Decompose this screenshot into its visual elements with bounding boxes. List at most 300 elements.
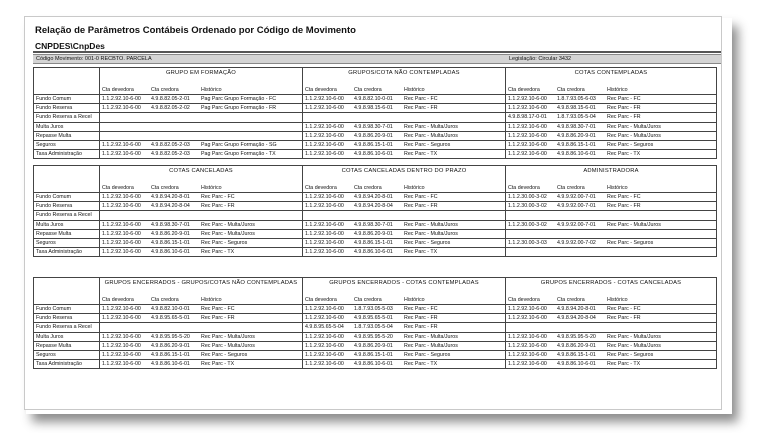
debit-account: 1.1.2.92.10-6-00 (102, 249, 141, 256)
debit-account: 1.1.2.92.10-6-00 (305, 96, 344, 103)
group-header: COTAS CANCELADAS DENTRO DO PRAZO (303, 166, 506, 185)
credit-account: 4.9.9.92.00-7-01 (557, 203, 596, 210)
debit-account: 1.1.2.92.10-6-00 (305, 132, 344, 139)
row-label: Taxa Administração (34, 360, 100, 369)
debit-account: 1.1.2.92.10-6-00 (305, 361, 344, 368)
account-cell (506, 332, 717, 341)
account-cell (506, 305, 717, 314)
account-cell (506, 360, 717, 369)
group-header: GRUPOS/COTA NÃO CONTEMPLADAS (303, 68, 506, 87)
history-text: Rec Parc - Seguros (607, 352, 654, 359)
debit-column-header: Cta devedora (102, 87, 134, 93)
history-text: Rec Parc - Multa/Juros (404, 342, 458, 349)
history-text: Rec Parc - Multa/Juros (404, 333, 458, 340)
credit-column-header: Cta credora (557, 87, 585, 93)
credit-account: 4.9.8.86.15-1-01 (354, 240, 393, 247)
table-row (34, 350, 717, 359)
group-header: ADMINISTRADORA (506, 166, 717, 185)
history-text: Rec Parc - FC (607, 306, 641, 313)
history-text: Rec Parc - FR (607, 203, 641, 210)
row-label: Repasse Multa (34, 131, 100, 140)
debit-account: 4.9.8.98.17-0-01 (508, 114, 547, 121)
credit-account: 1.8.7.93.05-5-04 (557, 114, 596, 121)
account-cell (100, 229, 303, 238)
table-row (34, 341, 717, 350)
history-column-header: Histórico (607, 297, 628, 303)
debit-account: 1.1.2.92.10-6-00 (508, 361, 547, 368)
credit-account: 4.9.8.94.20-8-04 (354, 203, 393, 210)
row-label: Fundo Comum (34, 305, 100, 314)
debit-account: 1.1.2.92.10-6-00 (508, 132, 547, 139)
row-label: Fundo Reserva (34, 104, 100, 113)
parameter-table (33, 67, 717, 159)
row-label: Taxa Administração (34, 248, 100, 257)
credit-account: 1.8.7.93.05-5-04 (354, 324, 393, 331)
credit-account: 4.9.8.82.05-2-03 (151, 142, 190, 149)
account-cell (303, 95, 506, 104)
credit-account: 4.9.8.82.10-0-01 (151, 306, 190, 313)
history-text: Rec Parc - FC (404, 96, 438, 103)
account-cell (506, 248, 717, 257)
credit-account: 4.9.8.82.05-2-03 (151, 151, 190, 158)
account-cell (100, 238, 303, 247)
credit-account: 4.9.8.86.20-9-01 (151, 342, 190, 349)
credit-account: 4.9.8.86.15-1-01 (151, 352, 190, 359)
debit-account: 1.1.2.92.10-6-00 (508, 105, 547, 112)
history-text: Rec Parc - Multa/Juros (607, 221, 661, 228)
account-cell (303, 238, 506, 247)
debit-account: 1.1.2.92.10-6-00 (102, 203, 141, 210)
debit-account: 1.1.2.30.00-3-02 (508, 203, 547, 210)
block-1 (33, 67, 716, 159)
debit-account: 1.1.2.92.10-6-00 (508, 352, 547, 359)
history-text: Rec Parc - Multa/Juros (201, 333, 255, 340)
row-label: Fundo Comum (34, 95, 100, 104)
history-text: Rec Parc - FC (201, 194, 235, 201)
account-cell (303, 202, 506, 211)
credit-account: 4.9.8.86.20-9-01 (557, 342, 596, 349)
movement-code-label: Código Movimento: 001-0 RECBTO. PARCELA (36, 56, 152, 62)
credit-column-header: Cta credora (354, 185, 382, 191)
credit-account: 4.9.8.86.15-1-01 (354, 352, 393, 359)
debit-account: 1.1.2.92.10-6-00 (102, 352, 141, 359)
debit-account: 1.1.2.92.10-6-00 (305, 230, 344, 237)
corner-cell (34, 278, 100, 305)
credit-account: 4.9.8.95.65-5-01 (354, 315, 393, 322)
debit-column-header: Cta devedora (305, 297, 337, 303)
debit-account: 1.1.2.92.10-6-00 (508, 333, 547, 340)
account-cell (506, 150, 717, 159)
account-cell (303, 229, 506, 238)
account-cell (303, 341, 506, 350)
history-column-header: Histórico (201, 87, 222, 93)
group-header: COTAS CONTEMPLADAS (506, 68, 717, 87)
history-text: Rec Parc - Multa/Juros (201, 342, 255, 349)
history-column-header: Histórico (201, 297, 222, 303)
history-text: Rec Parc - Multa/Juros (607, 333, 661, 340)
credit-account: 4.9.8.98.15-6-01 (557, 105, 596, 112)
report-title: Relação de Parâmetros Contábeis Ordenado por Código de Movimento (35, 25, 356, 36)
debit-account: 1.1.2.92.10-6-00 (305, 240, 344, 247)
account-cell (303, 131, 506, 140)
history-text: Rec Parc - Multa/Juros (607, 123, 661, 130)
debit-account: 1.1.2.92.10-6-00 (102, 96, 141, 103)
table-row (34, 220, 717, 229)
account-cell (506, 341, 717, 350)
debit-account: 1.1.2.92.10-6-00 (508, 315, 547, 322)
row-label: Fundo Reserva (34, 202, 100, 211)
history-text: Rec Parc - FR (201, 315, 235, 322)
row-label: Seguros (34, 350, 100, 359)
corner-cell (34, 166, 100, 193)
debit-account: 1.1.2.92.10-6-00 (305, 123, 344, 130)
group-header: GRUPOS ENCERRADOS - COTAS CONTEMPLADAS (303, 278, 506, 297)
account-cell (303, 332, 506, 341)
account-cell (100, 360, 303, 369)
credit-account: 4.9.8.94.20-8-01 (557, 306, 596, 313)
table-row (34, 360, 717, 369)
debit-account: 1.1.2.92.10-6-00 (305, 249, 344, 256)
account-cell (100, 341, 303, 350)
credit-column-header: Cta credora (557, 185, 585, 191)
account-cell (100, 220, 303, 229)
history-text: Rec Parc - Seguros (607, 142, 654, 149)
history-text: Pag Parc Grupo Formação - FC (201, 96, 277, 103)
account-cell (100, 104, 303, 113)
row-label: Fundo Comum (34, 193, 100, 202)
history-text: Rec Parc - TX (404, 151, 438, 158)
account-cell (100, 150, 303, 159)
account-cell (100, 131, 303, 140)
account-cell (506, 350, 717, 359)
credit-account: 4.9.8.98.30-7-01 (354, 123, 393, 130)
history-text: Rec Parc - Seguros (201, 352, 248, 359)
history-text: Rec Parc - FR (607, 105, 641, 112)
account-cell (506, 95, 717, 104)
block-2 (33, 165, 716, 257)
account-cell (506, 314, 717, 323)
account-cell (100, 350, 303, 359)
table-row (34, 122, 717, 131)
account-cell (303, 193, 506, 202)
account-cell (303, 150, 506, 159)
credit-account: 4.9.8.86.10-6-01 (557, 361, 596, 368)
report-subtitle: CNPDES\CnpDes (35, 41, 105, 51)
account-cell (303, 104, 506, 113)
account-cell (303, 140, 506, 149)
credit-account: 4.9.8.86.10-6-01 (354, 249, 393, 256)
account-cell (100, 305, 303, 314)
credit-account: 4.9.8.86.15-1-01 (151, 240, 190, 247)
history-text: Rec Parc - FR (404, 203, 438, 210)
row-label: Fundo Reserva a Recel (34, 211, 100, 220)
table-row (34, 211, 717, 220)
table-row (34, 238, 717, 247)
history-text: Rec Parc - TX (404, 249, 438, 256)
table-row (34, 131, 717, 140)
row-label: Fundo Reserva a Recel (34, 323, 100, 332)
account-cell (303, 122, 506, 131)
credit-account: 4.9.8.94.20-8-01 (354, 194, 393, 201)
account-cell (303, 248, 506, 257)
debit-account: 1.1.2.92.10-6-00 (102, 142, 141, 149)
table-row (34, 150, 717, 159)
credit-column-header: Cta credora (151, 185, 179, 191)
credit-account: 4.9.8.94.20-8-04 (151, 203, 190, 210)
debit-account: 1.1.2.92.10-6-00 (305, 315, 344, 322)
table-row (34, 305, 717, 314)
credit-account: 4.9.8.95.95-5-20 (151, 333, 190, 340)
account-cell (100, 202, 303, 211)
debit-account: 1.1.2.92.10-6-00 (102, 194, 141, 201)
credit-column-header: Cta credora (354, 87, 382, 93)
history-text: Rec Parc - Multa/Juros (607, 132, 661, 139)
credit-column-header: Cta credora (354, 297, 382, 303)
account-cell (100, 113, 303, 122)
credit-account: 4.9.8.82.10-0-01 (354, 96, 393, 103)
account-cell (303, 314, 506, 323)
account-cell (506, 131, 717, 140)
row-label: Repasse Multa (34, 229, 100, 238)
debit-account: 1.1.2.92.10-6-00 (102, 315, 141, 322)
history-text: Rec Parc - Seguros (404, 240, 451, 247)
table-row (34, 104, 717, 113)
row-label: Taxa Administração (34, 150, 100, 159)
debit-account: 1.1.2.92.10-6-00 (305, 221, 344, 228)
account-cell (506, 211, 717, 220)
credit-account: 4.9.8.98.30-7-01 (557, 123, 596, 130)
debit-column-header: Cta devedora (305, 185, 337, 191)
account-cell (506, 122, 717, 131)
credit-account: 4.9.8.95.65-5-01 (151, 315, 190, 322)
history-text: Rec Parc - FC (607, 194, 641, 201)
history-text: Pag Parc Grupo Formação - SG (201, 142, 277, 149)
history-text: Rec Parc - FR (404, 105, 438, 112)
parameter-table (33, 165, 717, 257)
header-rule (33, 51, 721, 53)
table-row (34, 140, 717, 149)
movement-info-bar (33, 54, 721, 64)
block-3 (33, 277, 716, 369)
history-text: Rec Parc - Multa/Juros (201, 230, 255, 237)
group-header: COTAS CANCELADAS (100, 166, 303, 185)
account-cell (506, 238, 717, 247)
debit-account: 1.1.2.92.10-6-00 (305, 105, 344, 112)
legislation-label: Legislação: Circular 3432 (509, 56, 572, 62)
account-cell (303, 305, 506, 314)
debit-account: 1.1.2.92.10-6-00 (102, 230, 141, 237)
credit-account: 4.9.8.86.15-1-01 (557, 142, 596, 149)
account-cell (100, 211, 303, 220)
history-text: Rec Parc - Multa/Juros (404, 230, 458, 237)
debit-account: 1.1.2.30.00-3-02 (508, 221, 547, 228)
table-row (34, 229, 717, 238)
table-row (34, 193, 717, 202)
history-column-header: Histórico (404, 185, 425, 191)
credit-account: 4.9.8.86.20-9-01 (354, 342, 393, 349)
credit-column-header: Cta credora (151, 297, 179, 303)
credit-account: 1.8.7.93.05-5-03 (354, 306, 393, 313)
history-text: Rec Parc - Seguros (404, 352, 451, 359)
history-text: Rec Parc - FC (404, 306, 438, 313)
history-text: Rec Parc - TX (201, 249, 235, 256)
credit-account: 4.9.8.86.10-6-01 (354, 151, 393, 158)
table-row (34, 248, 717, 257)
report-page (24, 16, 722, 410)
history-text: Rec Parc - Multa/Juros (404, 132, 458, 139)
credit-column-header: Cta credora (151, 87, 179, 93)
history-column-header: Histórico (607, 87, 628, 93)
debit-account: 1.1.2.92.10-6-00 (102, 151, 141, 158)
debit-column-header: Cta devedora (508, 87, 540, 93)
debit-account: 1.1.2.92.10-6-00 (102, 240, 141, 247)
credit-account: 4.9.9.92.00-7-01 (557, 194, 596, 201)
debit-account: 4.9.8.95.65-5-04 (305, 324, 344, 331)
row-label: Multa Juros (34, 122, 100, 131)
history-text: Pag Parc Grupo Formação - FR (201, 105, 277, 112)
history-column-header: Histórico (201, 185, 222, 191)
history-text: Rec Parc - FC (201, 306, 235, 313)
debit-account: 1.1.2.92.10-6-00 (508, 96, 547, 103)
history-text: Rec Parc - FC (607, 96, 641, 103)
debit-account: 1.1.2.92.10-6-00 (508, 306, 547, 313)
row-label: Seguros (34, 140, 100, 149)
debit-column-header: Cta devedora (508, 185, 540, 191)
debit-account: 1.1.2.92.10-6-00 (102, 221, 141, 228)
history-text: Pag Parc Grupo Formação - TX (201, 151, 276, 158)
account-cell (303, 220, 506, 229)
history-column-header: Histórico (607, 185, 628, 191)
debit-account: 1.1.2.92.10-6-00 (508, 142, 547, 149)
credit-account: 4.9.8.98.15-6-01 (354, 105, 393, 112)
debit-account: 1.1.2.92.10-6-00 (305, 142, 344, 149)
history-text: Rec Parc - TX (607, 151, 641, 158)
history-text: Rec Parc - Multa/Juros (404, 123, 458, 130)
credit-account: 4.9.8.95.95-5-20 (354, 333, 393, 340)
account-cell (100, 95, 303, 104)
debit-account: 1.1.2.92.10-6-00 (305, 194, 344, 201)
history-text: Rec Parc - FR (201, 203, 235, 210)
account-cell (100, 332, 303, 341)
debit-column-header: Cta devedora (102, 185, 134, 191)
table-row (34, 95, 717, 104)
table-row (34, 113, 717, 122)
debit-account: 1.1.2.92.10-6-00 (102, 333, 141, 340)
debit-account: 1.1.2.30.00-3-03 (508, 240, 547, 247)
credit-account: 4.9.8.86.15-1-01 (354, 142, 393, 149)
debit-account: 1.1.2.92.10-6-00 (305, 151, 344, 158)
account-cell (506, 104, 717, 113)
debit-account: 1.1.2.92.10-6-00 (508, 151, 547, 158)
account-cell (506, 323, 717, 332)
history-column-header: Histórico (404, 87, 425, 93)
history-text: Rec Parc - Seguros (404, 142, 451, 149)
debit-account: 1.1.2.92.10-6-00 (508, 342, 547, 349)
debit-account: 1.1.2.30.00-3-02 (508, 194, 547, 201)
history-text: Rec Parc - TX (404, 361, 438, 368)
credit-account: 4.9.8.86.10-6-01 (151, 249, 190, 256)
credit-account: 4.9.8.86.10-6-01 (557, 151, 596, 158)
credit-account: 4.9.8.86.20-9-01 (354, 132, 393, 139)
debit-account: 1.1.2.92.10-6-00 (305, 352, 344, 359)
credit-account: 4.9.8.94.20-8-01 (151, 194, 190, 201)
credit-account: 4.9.8.86.20-9-01 (557, 132, 596, 139)
row-label: Fundo Reserva (34, 314, 100, 323)
account-cell (303, 211, 506, 220)
history-text: Rec Parc - Seguros (607, 240, 654, 247)
debit-column-header: Cta devedora (508, 297, 540, 303)
history-column-header: Histórico (404, 297, 425, 303)
debit-account: 1.1.2.92.10-6-00 (508, 123, 547, 130)
credit-account: 4.9.9.92.00-7-02 (557, 240, 596, 247)
credit-account: 4.9.8.94.20-8-04 (557, 315, 596, 322)
credit-account: 4.9.8.86.15-1-01 (557, 352, 596, 359)
account-cell (303, 350, 506, 359)
table-row (34, 202, 717, 211)
credit-account: 4.9.8.86.20-9-01 (354, 230, 393, 237)
debit-account: 1.1.2.92.10-6-00 (102, 342, 141, 349)
credit-account: 4.9.8.98.30-7-01 (151, 221, 190, 228)
debit-account: 1.1.2.92.10-6-00 (305, 333, 344, 340)
credit-account: 4.9.8.98.30-7-01 (354, 221, 393, 228)
history-text: Rec Parc - TX (607, 361, 641, 368)
corner-cell (34, 68, 100, 95)
credit-account: 4.9.8.82.05-2-02 (151, 105, 190, 112)
debit-account: 1.1.2.92.10-6-00 (102, 105, 141, 112)
account-cell (100, 248, 303, 257)
row-label: Repasse Multa (34, 341, 100, 350)
credit-account: 4.9.9.92.00-7-01 (557, 221, 596, 228)
history-text: Rec Parc - Seguros (201, 240, 248, 247)
history-text: Rec Parc - TX (201, 361, 235, 368)
history-text: Rec Parc - Multa/Juros (201, 221, 255, 228)
history-text: Rec Parc - Multa/Juros (404, 221, 458, 228)
debit-account: 1.1.2.92.10-6-00 (102, 306, 141, 313)
table-row (34, 332, 717, 341)
debit-account: 1.1.2.92.10-6-00 (102, 361, 141, 368)
account-cell (303, 113, 506, 122)
account-cell (506, 202, 717, 211)
row-label: Seguros (34, 238, 100, 247)
credit-account: 4.9.8.82.05-2-01 (151, 96, 190, 103)
account-cell (100, 314, 303, 323)
row-label: Multa Juros (34, 220, 100, 229)
debit-account: 1.1.2.92.10-6-00 (305, 342, 344, 349)
table-row (34, 314, 717, 323)
history-text: Rec Parc - FR (607, 114, 641, 121)
group-header: GRUPOS ENCERRADOS - COTAS CANCELADAS (506, 278, 717, 297)
table-row (34, 323, 717, 332)
credit-account: 4.9.8.86.20-9-01 (151, 230, 190, 237)
history-text: Rec Parc - FR (404, 315, 438, 322)
row-label: Fundo Reserva a Recel (34, 113, 100, 122)
account-cell (506, 193, 717, 202)
account-cell (100, 193, 303, 202)
debit-account: 1.1.2.92.10-6-00 (305, 203, 344, 210)
account-cell (506, 229, 717, 238)
credit-account: 4.9.8.86.10-6-01 (354, 361, 393, 368)
credit-account: 4.9.8.95.95-5-20 (557, 333, 596, 340)
account-cell (506, 113, 717, 122)
account-cell (100, 140, 303, 149)
account-cell (100, 323, 303, 332)
history-text: Rec Parc - Multa/Juros (607, 342, 661, 349)
debit-column-header: Cta devedora (305, 87, 337, 93)
debit-column-header: Cta devedora (102, 297, 134, 303)
row-label: Multa Juros (34, 332, 100, 341)
account-cell (303, 360, 506, 369)
credit-account: 1.8.7.93.05-6-03 (557, 96, 596, 103)
